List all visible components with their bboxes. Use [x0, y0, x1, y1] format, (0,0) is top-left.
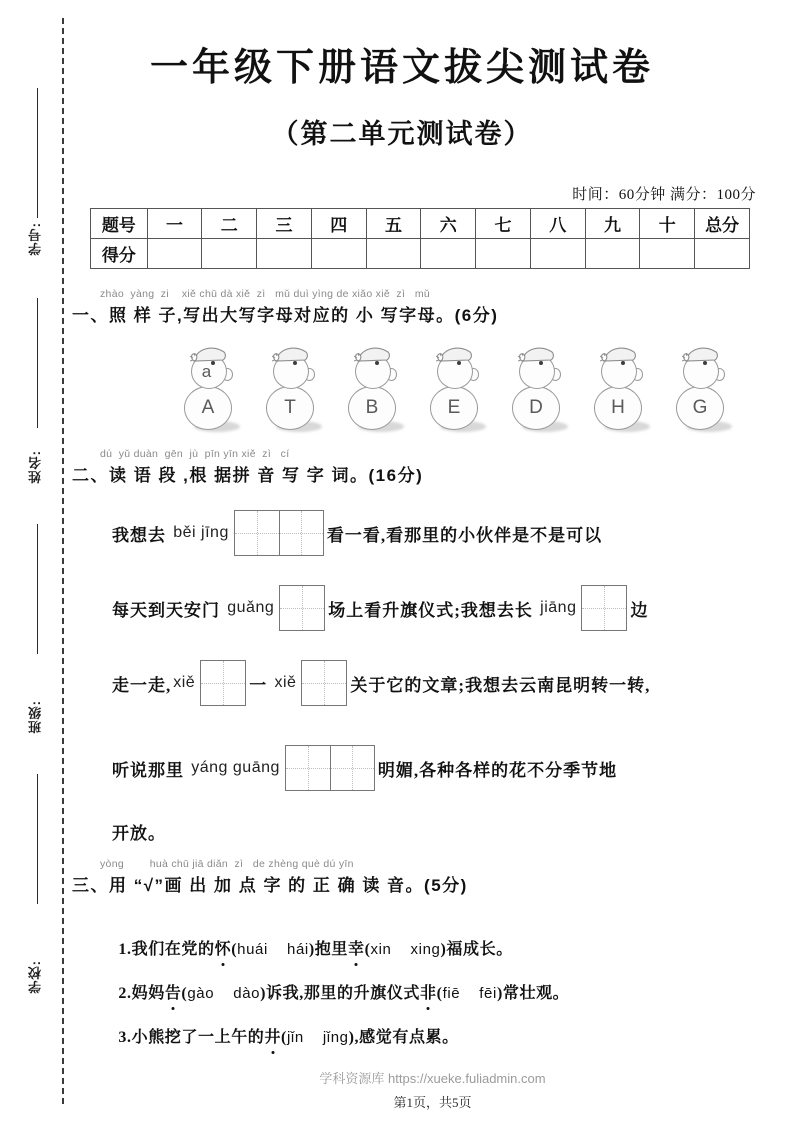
- santa-hat-icon: [272, 345, 312, 365]
- score-col-9: 九: [585, 209, 640, 239]
- answer-box-cell[interactable]: [286, 746, 330, 790]
- snowman-body: [430, 386, 478, 430]
- sidebar-rule-2: [37, 298, 38, 428]
- score-cell-9[interactable]: [585, 239, 640, 269]
- dotted-character: 井: [264, 1024, 281, 1047]
- score-table-row-label-question: 题号: [91, 209, 148, 239]
- item-text: 妈妈: [131, 985, 165, 1002]
- answer-box-cell[interactable]: [330, 746, 374, 790]
- snowman-eye: [621, 361, 625, 365]
- pinyin-choices[interactable]: jǐn jǐng: [286, 1029, 349, 1046]
- dotted-character: 非: [420, 980, 437, 1003]
- item-text: (: [436, 985, 443, 1002]
- answer-box-cell[interactable]: [279, 511, 323, 555]
- score-col-10: 十: [640, 209, 695, 239]
- score-cell-3[interactable]: [257, 239, 312, 269]
- santa-hat-icon: [436, 345, 476, 365]
- score-col-1: 一: [147, 209, 202, 239]
- score-col-6: 六: [421, 209, 476, 239]
- sidebar-field-school: 学校:: [28, 960, 43, 994]
- item-text: (: [364, 941, 371, 958]
- pinyin-choices[interactable]: huái hái: [237, 941, 309, 958]
- score-table-row-label-score: 得分: [91, 239, 148, 269]
- item-text: (: [281, 1029, 287, 1046]
- line-text: 每天到天安门: [112, 600, 226, 620]
- snowman-uppercase-letter: H: [611, 396, 625, 418]
- item-number: 3.: [118, 1029, 132, 1046]
- exam-page: [72, 0, 793, 1122]
- line-text: 听说那里: [112, 760, 190, 780]
- pinyin-choices[interactable]: fiē fēi: [442, 985, 497, 1002]
- score-col-7: 七: [476, 209, 531, 239]
- question-2-title: 二、读 语 段 ,根 据拼 音 写 字 词。(16分): [72, 466, 424, 485]
- sidebar-rule-3: [37, 524, 38, 654]
- table-row-question-numbers: [91, 209, 750, 239]
- snowman-body: [348, 386, 396, 430]
- answer-box[interactable]: [200, 660, 246, 706]
- item-text: )常壮观。: [496, 985, 570, 1002]
- score-cell-total[interactable]: [695, 239, 750, 269]
- score-cell-10[interactable]: [640, 239, 695, 269]
- sidebar-field-name: 姓名:: [28, 450, 43, 484]
- snowman-item[interactable]: [180, 340, 242, 440]
- question-3-item[interactable]: [100, 1006, 459, 1065]
- snowman-eye: [375, 361, 379, 365]
- binding-sidebar: [0, 0, 72, 1122]
- santa-hat-icon: [600, 345, 640, 365]
- page-subtitle: （第二单元测试卷）: [271, 119, 533, 149]
- question-2-line: [112, 585, 648, 631]
- score-cell-4[interactable]: [311, 239, 366, 269]
- question-1-heading: [72, 288, 772, 326]
- score-cell-7[interactable]: [476, 239, 531, 269]
- line-text: 边: [630, 600, 649, 620]
- score-cell-6[interactable]: [421, 239, 476, 269]
- santa-hat-icon: [682, 345, 722, 365]
- exam-meta-info: 时间：60分钟 满分：100分: [572, 187, 756, 203]
- santa-hat-icon: [190, 345, 230, 365]
- snowman-uppercase-letter: D: [529, 396, 543, 418]
- page-title: 一年级下册语文拔尖测试卷: [149, 47, 654, 89]
- snowman-lowercase-answer[interactable]: a: [201, 361, 212, 381]
- line-pinyin: xiě: [173, 674, 196, 691]
- snowman-uppercase-letter: A: [201, 396, 215, 418]
- snowman-body: [184, 386, 232, 430]
- snowman-uppercase-letter: E: [447, 396, 461, 418]
- line-pinyin: běi jīng: [173, 524, 229, 541]
- snowman-item[interactable]: [672, 340, 734, 440]
- score-col-total: 总分: [695, 209, 750, 239]
- snowman-eye: [539, 361, 543, 365]
- answer-box-cell[interactable]: [582, 586, 626, 630]
- snowman-uppercase-letter: T: [284, 396, 296, 418]
- score-col-5: 五: [366, 209, 421, 239]
- answer-box[interactable]: [285, 745, 375, 791]
- answer-box[interactable]: [581, 585, 627, 631]
- line-pinyin: guǎng: [227, 599, 275, 616]
- snowman-item[interactable]: [426, 340, 488, 440]
- line-text: 关于它的文章;我想去云南昆明转一转,: [350, 675, 651, 695]
- line-pinyin: jiāng: [540, 599, 577, 616]
- line-text: 一: [249, 675, 273, 695]
- line-text: 开放。: [112, 823, 166, 843]
- answer-box[interactable]: [279, 585, 325, 631]
- answer-box[interactable]: [234, 510, 324, 556]
- snowman-eye: [703, 361, 707, 365]
- item-number: 2.: [118, 985, 132, 1002]
- table-row-scores: [91, 239, 750, 269]
- score-cell-1[interactable]: [147, 239, 202, 269]
- sidebar-field-student-id: 学号:: [28, 222, 43, 256]
- score-cell-5[interactable]: [366, 239, 421, 269]
- answer-box-cell[interactable]: [201, 661, 245, 705]
- item-text: (: [181, 985, 188, 1002]
- answer-box-cell[interactable]: [302, 661, 346, 705]
- binding-dashed-line: [62, 18, 64, 1104]
- snowman-body: [266, 386, 314, 430]
- line-text: 明媚,各种各样的花不分季节地: [377, 760, 618, 780]
- question-2-line: [112, 510, 602, 556]
- question-2-line: [112, 660, 650, 706]
- snowman-body: [676, 386, 724, 430]
- question-3-title: 三、用 “√”画 出 加 点 字 的 正 确 读 音。(5分): [72, 876, 468, 895]
- item-number: 1.: [118, 941, 132, 958]
- dotted-character: 幸: [348, 936, 365, 959]
- snowman-eye: [457, 361, 461, 365]
- answer-box-cell[interactable]: [235, 511, 279, 555]
- item-text: )诉我,那里的升旗仪式: [260, 985, 421, 1002]
- answer-box-cell[interactable]: [280, 586, 324, 630]
- snowman-body: [512, 386, 560, 430]
- question-3-heading: [72, 858, 772, 896]
- snowman-uppercase-letter: G: [692, 396, 708, 418]
- sidebar-rule-4: [37, 774, 38, 904]
- footer-page-indicator: 第1页，共5页: [393, 1095, 472, 1110]
- snowman-eye: [211, 361, 215, 365]
- line-text: 看一看,看那里的小伙伴是不是可以: [326, 525, 603, 545]
- question-2-heading: [72, 448, 772, 486]
- item-text: (: [231, 941, 238, 958]
- sidebar-field-class: 班级:: [28, 700, 43, 734]
- question-3-pinyin: yòng huà chū jiā diǎn zì de zhèng què dú yīn: [100, 858, 354, 870]
- score-col-8: 八: [530, 209, 585, 239]
- question-2-line: [112, 808, 166, 854]
- item-text: )福成长。: [440, 941, 513, 958]
- item-text: 小熊挖了一上午的: [131, 1029, 265, 1046]
- snowman-body: [594, 386, 642, 430]
- score-table: [90, 208, 750, 269]
- question-2-line: [112, 745, 617, 791]
- snowman-item[interactable]: [262, 340, 324, 440]
- score-cell-2[interactable]: [202, 239, 257, 269]
- dotted-character: 告: [165, 980, 182, 1003]
- snowman-item[interactable]: [344, 340, 406, 440]
- question-1-snowman-row: [180, 340, 760, 440]
- pinyin-choices[interactable]: gào dào: [187, 985, 261, 1002]
- line-pinyin: yáng guāng: [191, 759, 280, 776]
- item-text: 我们在党的: [131, 941, 215, 958]
- question-1-pinyin: zhào yàng zi xiě chū dà xiě zì mǔ duì yìng de xiǎo xiě zì mǔ: [100, 288, 431, 300]
- question-1-title: 一、照 样 子,写出大写字母对应的 小 写字母。(6分): [72, 306, 499, 325]
- santa-hat-icon: [518, 345, 558, 365]
- question-2-pinyin: dú yǔ duàn gēn jù pīn yīn xiě zì cí: [100, 448, 290, 460]
- line-text: 走一走,: [112, 675, 172, 695]
- dotted-character: 怀: [215, 936, 232, 959]
- score-col-2: 二: [202, 209, 257, 239]
- snowman-eye: [293, 361, 297, 365]
- item-text: ),感觉有点累。: [348, 1029, 459, 1046]
- santa-hat-icon: [354, 345, 394, 365]
- sidebar-rule-1: [37, 88, 38, 218]
- footer-source-watermark: 学科资源库 https://xueke.fuliadmin.com: [319, 1071, 546, 1086]
- snowman-uppercase-letter: B: [365, 396, 379, 418]
- item-text: )抱里: [308, 941, 348, 958]
- line-text: 我想去: [112, 525, 172, 545]
- score-col-3: 三: [257, 209, 312, 239]
- line-text: 场上看升旗仪式;我想去长: [328, 600, 539, 620]
- snowman-item[interactable]: [590, 340, 652, 440]
- snowman-item[interactable]: [508, 340, 570, 440]
- line-pinyin: xiě: [274, 674, 297, 691]
- score-cell-8[interactable]: [530, 239, 585, 269]
- answer-box[interactable]: [301, 660, 347, 706]
- pinyin-choices[interactable]: xin xing: [370, 941, 441, 958]
- score-col-4: 四: [311, 209, 366, 239]
